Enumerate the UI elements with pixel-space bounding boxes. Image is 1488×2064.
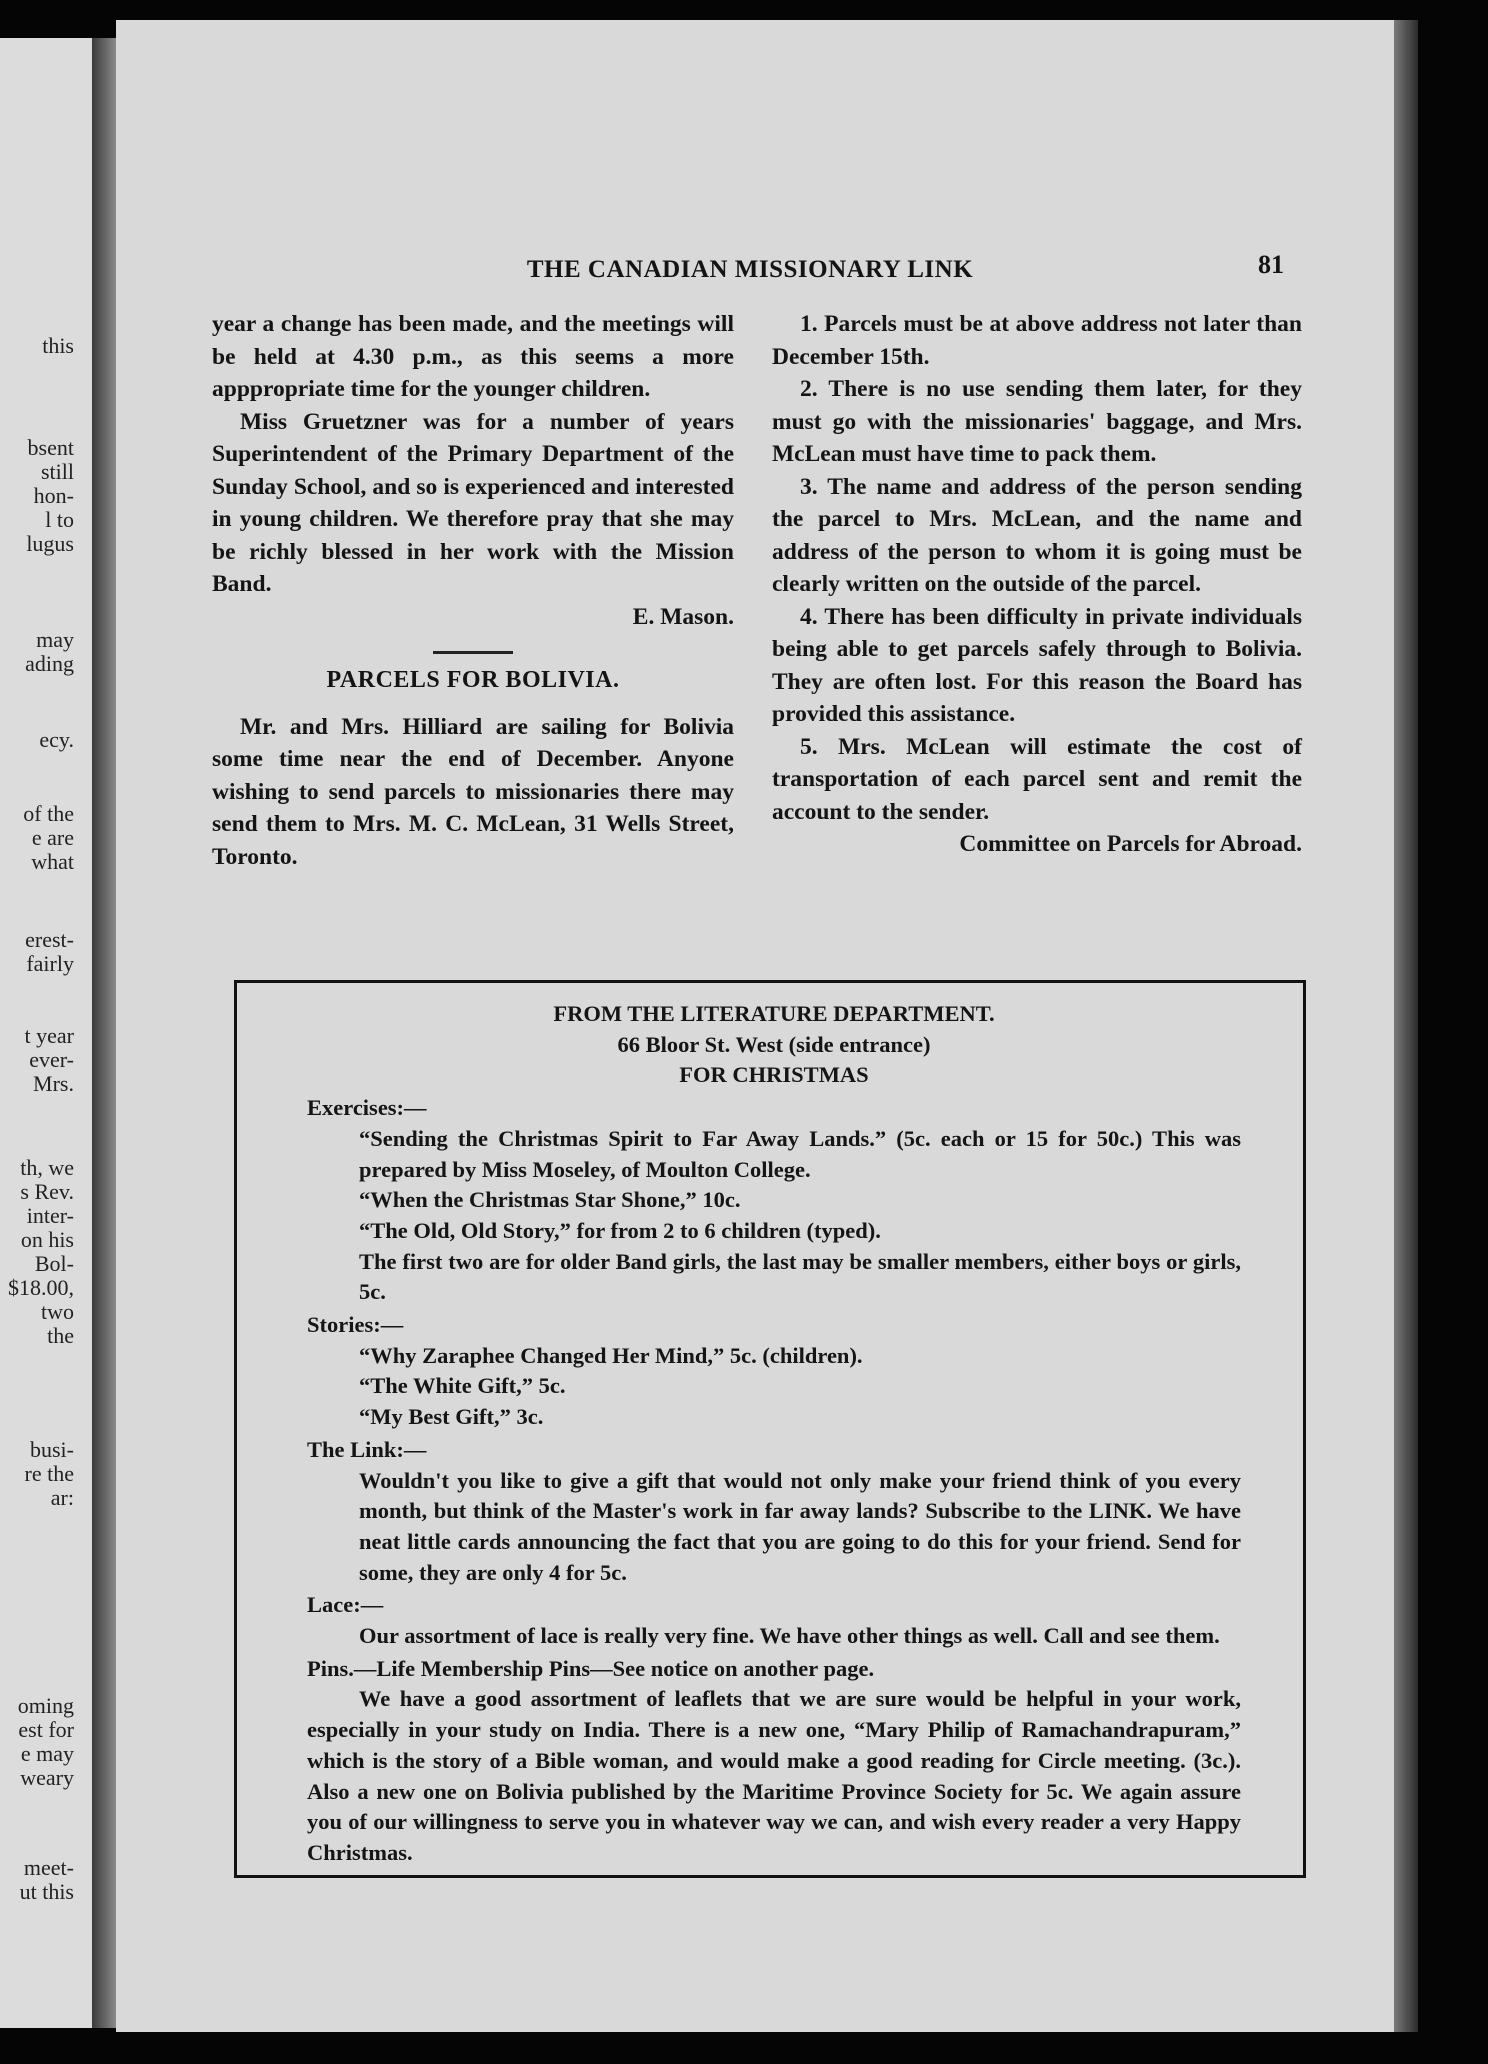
facing-page-text-fragment	[25, 1438, 74, 1510]
page-edge-shadow	[1394, 20, 1418, 2032]
pins-line: Pins.—Life Membership Pins—See notice on another page.	[307, 1655, 875, 1681]
fragment-line: oming	[17, 1693, 74, 1718]
facing-page-text-fragment	[18, 1694, 74, 1790]
fragment-line: on his	[20, 1227, 74, 1252]
story-item: “My Best Gift,” 3c.	[359, 1404, 544, 1430]
right-column	[772, 308, 1302, 861]
signature: Committee on Parcels for Abroad.	[959, 831, 1302, 857]
fragment-line: re the	[24, 1461, 74, 1486]
fragment-line: still	[40, 459, 74, 484]
exercise-item: “The Old, Old Story,” for from 2 to 6 children (typed).	[359, 1217, 881, 1243]
box-subtitle: FOR CHRISTMAS	[679, 1062, 869, 1088]
fragment-line: hon-	[33, 483, 74, 508]
fragment-line: ut this	[19, 1879, 74, 1904]
story-item: “Why Zaraphee Changed Her Mind,” 5c. (children).	[359, 1342, 863, 1368]
fragment-line: e may	[20, 1741, 74, 1766]
list-item: 2. There is no use sending them later, for they must go with the missionaries' baggage, and Mrs. McLean must have time to pack them.	[772, 376, 1302, 467]
paragraph: Miss Gruetzner was for a number of years Superintendent of the Primary Department of the Sunday School, and so is experienced and interested in young children. We therefore pray that she may be richly blessed in her work with the Mission Band.	[212, 408, 734, 597]
fragment-line: est for	[18, 1717, 74, 1742]
fragment-line: e are	[31, 825, 74, 850]
facing-page-text-fragment	[25, 928, 74, 976]
paragraph: year a change has been made, and the meetings will be held at 4.30 p.m., as this seems a more apppropriate time for the younger children.	[212, 311, 734, 402]
page-number: 81	[1258, 250, 1284, 279]
facing-page-text-fragment	[25, 628, 74, 676]
section-label-exercises: Exercises:—	[307, 1095, 427, 1121]
closing-paragraph: We have a good assortment of leaflets that we are sure would be helpful in your work, especially in your study on India. There is a new one, “Mary Philip of Ramachandrapuram,” which is the story of a Bible woman, and would make a good reading for Circle meeting. (3c.). Also a new one on Bolivia published by the Maritime Province Society for 5c. We again assure you of our willingness to serve you in whatever way we can, and wish every reader a very Happy Christmas.	[307, 1686, 1241, 1865]
facing-page-text-fragment	[25, 1024, 74, 1096]
fragment-line: two	[41, 1299, 74, 1324]
fragment-line: t year	[24, 1023, 74, 1048]
exercise-item: “Sending the Christmas Spirit to Far Away Lands.” (5c. each or 15 for 50c.) This was prepared by Miss Moseley, of Moulton College.	[359, 1125, 1241, 1182]
section-divider	[433, 651, 513, 654]
section-label-stories: Stories:—	[307, 1312, 404, 1338]
fragment-line: busi-	[30, 1437, 74, 1462]
fragment-line: what	[31, 849, 74, 874]
story-item: “The White Gift,” 5c.	[359, 1373, 566, 1399]
fragment-line: s Rev.	[20, 1179, 74, 1204]
fragment-line: ecy.	[39, 727, 74, 752]
fragment-line: l to	[45, 507, 74, 532]
fragment-line: Mrs.	[33, 1071, 74, 1096]
facing-page-text-fragment	[26, 436, 74, 556]
fragment-line: inter-	[26, 1203, 74, 1228]
literature-department-box	[234, 980, 1306, 1878]
box-title: FROM THE LITERATURE DEPARTMENT.	[553, 1001, 995, 1026]
facing-page-text-fragment	[8, 1156, 74, 1348]
running-header: THE CANADIAN MISSIONARY LINK	[526, 256, 974, 283]
fragment-line: weary	[20, 1765, 74, 1790]
link-paragraph: Wouldn't you like to give a gift that would not only make your friend think of you every month, but think of the Master's work in far away lands? Subscribe to the LINK. We have neat little cards announcing the fact that you are going to do this for your friend. Send for some, they are only 4 for 5c.	[359, 1467, 1241, 1585]
list-item: 4. There has been difficulty in private individuals being able to get parcels safely through to Bolivia. They are often lost. For this reason the Board has provided this assistance.	[772, 603, 1302, 727]
fragment-line: Bol-	[34, 1251, 74, 1276]
fragment-line: may	[36, 627, 74, 652]
fragment-line: ever-	[29, 1047, 74, 1072]
box-address: 66 Bloor St. West (side entrance)	[617, 1031, 931, 1057]
facing-page-edge	[0, 38, 92, 2028]
list-item: 3. The name and address of the person sending the parcel to Mrs. McLean, and the name and address of the person to whom it is going must be clearly written on the outside of the parcel.	[772, 473, 1302, 597]
fragment-line: this	[42, 333, 74, 358]
facing-page-text-fragment	[20, 1856, 74, 1904]
fragment-line: bsent	[27, 435, 74, 460]
fragment-line: of the	[23, 801, 74, 826]
fragment-line: lugus	[26, 531, 74, 556]
section-heading: PARCELS FOR BOLIVIA.	[326, 667, 620, 693]
exercise-item: “When the Christmas Star Shone,” 10c.	[359, 1187, 741, 1213]
fragment-line: ar:	[50, 1485, 74, 1510]
signature: E. Mason.	[632, 603, 734, 630]
list-item: 1. Parcels must be at above address not later than December 15th.	[772, 311, 1302, 370]
facing-page-text-fragment	[23, 802, 74, 874]
fragment-line: ading	[25, 651, 74, 676]
fragment-line: meet-	[23, 1855, 74, 1880]
left-column	[212, 308, 734, 873]
paragraph: Mr. and Mrs. Hilliard are sailing for Bolivia some time near the end of December. Anyone wishing to send parcels to missionaries there may send them to Mrs. M. C. McLean, 31 Wells Street, Toronto.	[212, 713, 734, 870]
fragment-line: th, we	[20, 1155, 74, 1180]
fragment-line: erest-	[25, 927, 74, 952]
lace-paragraph: Our assortment of lace is really very fine. We have other things as well. Call and see them.	[359, 1623, 1220, 1649]
book-gutter	[92, 38, 116, 2028]
fragment-line: the	[47, 1323, 74, 1348]
section-label-link: The Link:—	[307, 1436, 427, 1462]
section-label-lace: Lace:—	[307, 1592, 384, 1618]
facing-page-text-fragment	[42, 334, 74, 358]
list-item: 5. Mrs. McLean will estimate the cost of transportation of each parcel sent and remit the account to the sender.	[772, 733, 1302, 825]
fragment-line: fairly	[26, 951, 74, 976]
exercise-note: The first two are for older Band girls, the last may be smaller members, either boys or girls, 5c.	[359, 1248, 1241, 1305]
facing-page-text-fragment	[39, 728, 74, 752]
fragment-line: $18.00,	[8, 1275, 74, 1300]
